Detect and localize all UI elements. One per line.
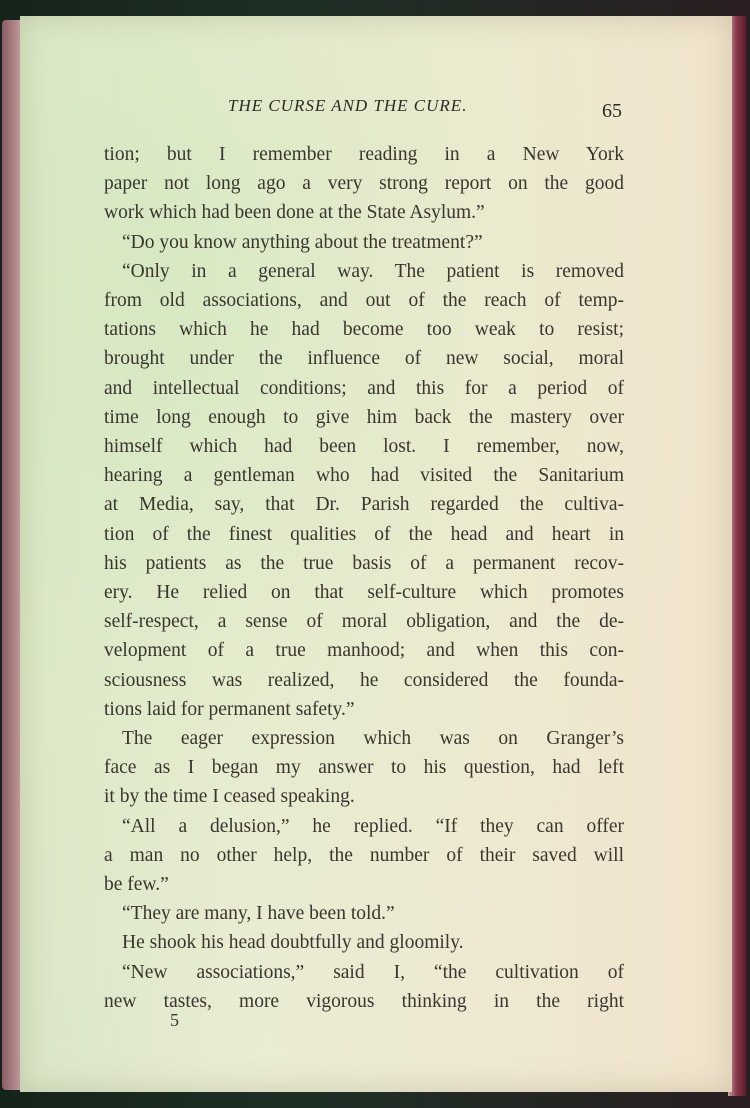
text-line: “They are many, I have been told.” [122, 903, 395, 925]
page-header [20, 96, 732, 126]
text-line: brought under the influence of new social, moral [104, 348, 624, 370]
text-line: hearing a gentleman who had visited the Sanitarium [104, 465, 624, 487]
book-page [20, 16, 732, 1092]
text-line: tion of the finest qualities of the head and heart in [104, 523, 624, 545]
body-text [104, 140, 624, 1016]
text-line: “All a delusion,” he replied. “If they can offer [122, 815, 624, 837]
text-line: paper not long ago a very strong report on the good [104, 173, 624, 195]
text-line: himself which had been lost. I remember, now, [104, 436, 624, 458]
text-line: He shook his head doubtfully and gloomily. [122, 932, 464, 954]
text-line: “Only in a general way. The patient is removed [122, 260, 624, 282]
running-head: THE CURSE AND THE CURE. [228, 96, 468, 115]
text-line: tations which he had become too weak to resist; [104, 319, 624, 341]
text-line: “Do you know anything about the treatment?” [122, 231, 483, 253]
text-line: work which had been done at the State Asylum.” [104, 202, 485, 224]
text-line: tion; but I remember reading in a New York [104, 144, 624, 165]
text-line: be few.” [104, 874, 169, 896]
text-line: self-respect, a sense of moral obligation, and the de- [104, 611, 624, 633]
text-line: new tastes, more vigorous thinking in the right [104, 990, 624, 1012]
signature-mark: 5 [170, 1010, 179, 1030]
text-line: ery. He relied on that self-culture which promotes [104, 582, 624, 604]
text-line: from old associations, and out of the reach of temp- [104, 290, 624, 312]
text-line: time long enough to give him back the mastery over [104, 406, 624, 428]
text-line: it by the time I ceased speaking. [104, 786, 355, 808]
text-line: sciousness was realized, he considered the founda- [104, 669, 624, 691]
text-line: at Media, say, that Dr. Parish regarded the cultiva- [104, 494, 624, 516]
text-line: velopment of a true manhood; and when this con- [104, 640, 624, 662]
text-line: “New associations,” said I, “the cultivation of [122, 961, 624, 983]
text-line: his patients as the true basis of a permanent recov- [104, 552, 624, 574]
text-line: face as I began my answer to his question, had left [104, 757, 624, 779]
text-line: and intellectual conditions; and this for a period of [104, 377, 624, 399]
text-line: a man no other help, the number of their saved will [104, 844, 624, 866]
text-line: tions laid for permanent safety.” [104, 698, 355, 720]
text-line: The eager expression which was on Granger’s [122, 728, 624, 750]
page-number: 65 [602, 100, 622, 122]
